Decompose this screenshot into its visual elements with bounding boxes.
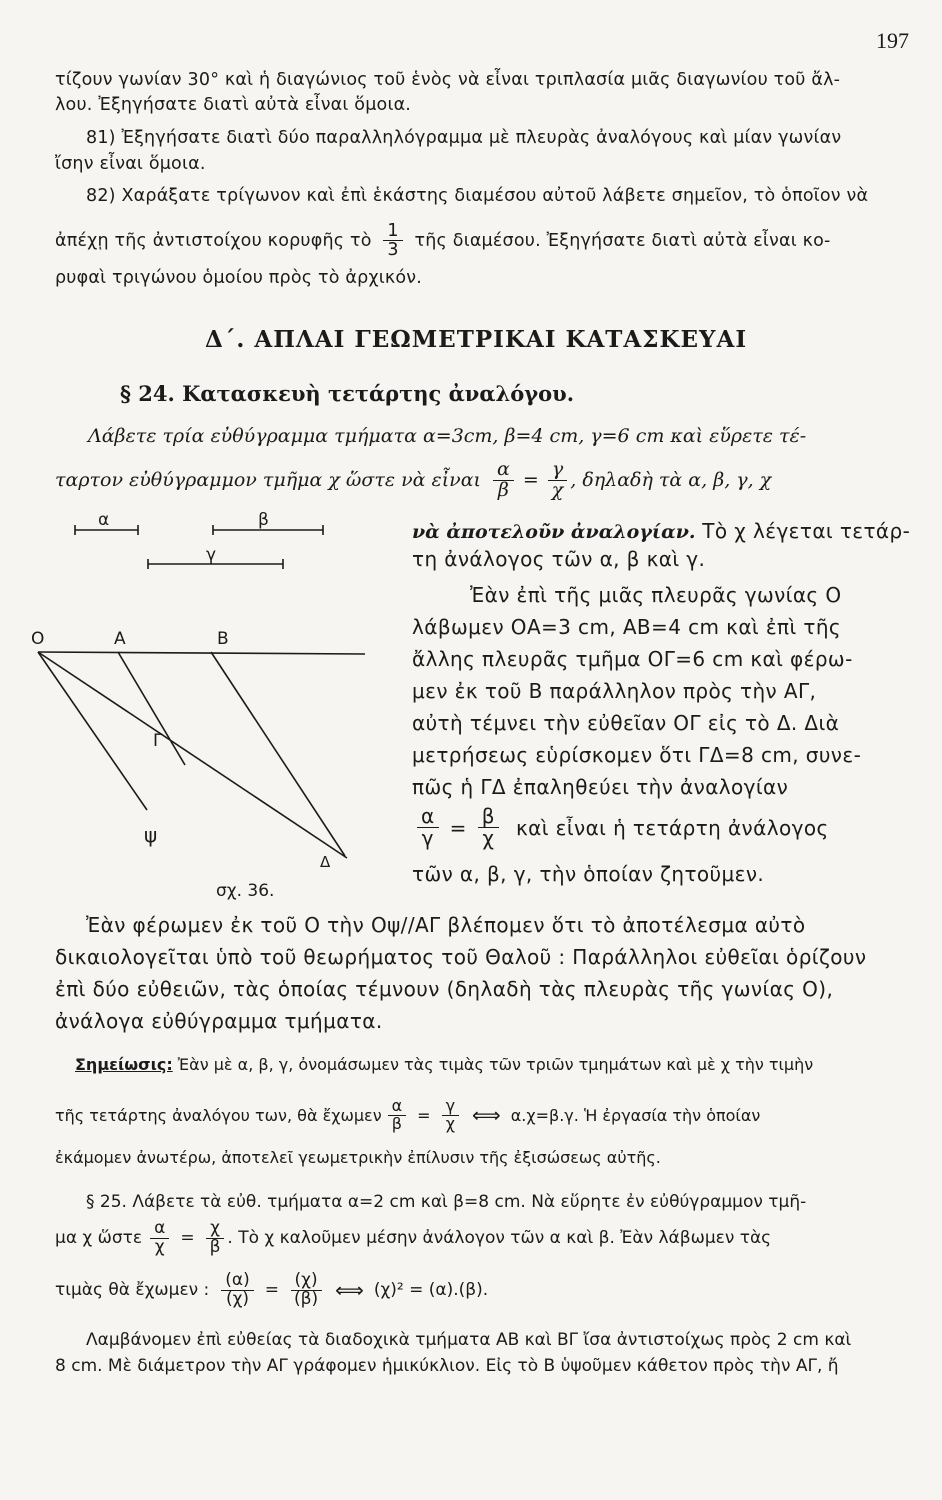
exercise-81-line: ἴσην εἶναι ὅμοια. xyxy=(55,154,206,174)
label-D: Δ xyxy=(320,853,331,871)
paragraph-25-line xyxy=(55,1220,771,1257)
note-line xyxy=(55,1098,760,1133)
paragraph-24-line: Λάβετε τρία εὐθύγραμμα τμήματα α=3cm, β=4 cm, γ=6 cm καὶ εὕρετε τέ- xyxy=(88,425,807,447)
ray-O-D xyxy=(38,652,347,858)
note-line: ἐκάμομεν ἀνωτέρω, ἀποτελεῖ γεωμετρικὴν ἐπίλυσιν τῆς ἐξισώσεως αὐτῆς. xyxy=(55,1148,661,1167)
paragraph-25-line: Λαμβάνομεν ἐπὶ εὐθείας τὰ διαδοχικὰ τμήματα ΑΒ καὶ ΒΓ ἴσα ἀντιστοίχως πρὸς 2 cm καὶ xyxy=(86,1330,852,1350)
paragraph-25-text: (χ)² = (α).(β). xyxy=(373,1280,489,1301)
equals-sign: = xyxy=(180,1228,195,1249)
paragraph-25-text: μα χ ὥστε xyxy=(55,1228,143,1249)
fraction-numerator: γ xyxy=(442,1098,459,1116)
paragraph-24-line: τῶν α, β, γ, τὴν ὁποίαν ζητοῦμεν. xyxy=(412,862,765,886)
paragraph-25-line: § 25. Λάβετε τὰ εὐθ. τμήματα α=2 cm καὶ β=8 cm. Νὰ εὕρητε ἐν εὐθύγραμμον τμῆ- xyxy=(86,1192,807,1212)
fraction-a-over-g xyxy=(417,806,439,849)
paragraph-24-line: τη ἀνάλογος τῶν α, β καὶ γ. xyxy=(412,547,706,571)
paragraph-24-line xyxy=(55,460,771,501)
label-psi: ψ xyxy=(144,823,158,847)
label-A: Α xyxy=(114,629,126,649)
paragraph-24-text: , δηλαδὴ τὰ α, β, γ, χ xyxy=(570,469,772,492)
note-label: Σημείωσις: xyxy=(75,1055,173,1074)
fraction-denominator: (β) xyxy=(294,1288,319,1309)
exercise-82-text: τῆς διαμέσου. Ἐξηγήσατε διατὶ αὐτὰ εἶναι κο- xyxy=(414,230,831,251)
paragraph-24-line: λάβωμεν ΟΑ=3 cm, ΑΒ=4 cm καὶ ἐπὶ τῆς xyxy=(412,615,842,639)
paragraph-24-line: αὐτὴ τέμνει τὴν εὐθεῖαν ΟΓ εἰς τὸ Δ. Διὰ xyxy=(412,711,840,735)
figure-caption: σχ. 36. xyxy=(216,881,275,901)
paragraph-24-line: ἐπὶ δύο εὐθειῶν, τὰς ὁποίας τέμνουν (δηλαδὴ τὰς πλευρὰς τῆς γωνίας Ο), xyxy=(55,977,834,1001)
fraction-denominator: χ xyxy=(154,1236,165,1257)
label-gamma: γ xyxy=(206,545,217,565)
paragraph-24-line: ἄλλης πλευρᾶς τμῆμα ΟΓ=6 cm καὶ φέρω- xyxy=(412,647,853,671)
label-O: Ο xyxy=(31,629,45,649)
label-B: Β xyxy=(217,629,229,649)
fraction-a-over-b xyxy=(388,1098,407,1133)
line-A-G xyxy=(118,652,185,765)
equals-sign: = xyxy=(449,815,467,840)
note-line xyxy=(75,1055,813,1074)
fraction-a-over-b xyxy=(493,460,514,501)
fraction-x-over-b xyxy=(206,1220,225,1257)
fraction-denominator: χ xyxy=(445,1113,455,1133)
paragraph-24-text: ταρτον εὐθύγραμμον τμῆμα χ ὥστε νὰ εἶναι xyxy=(55,469,481,492)
paragraph-25-line xyxy=(55,1272,488,1309)
exercise-text-line: λου. Ἐξηγήσατε διατὶ αὐτὰ εἶναι ὅμοια. xyxy=(55,95,412,115)
fraction-numerator: α xyxy=(417,806,439,828)
fraction-numerator: 1 xyxy=(383,222,402,241)
paragraph-24-line: πῶς ἡ ΓΔ ἐπαληθεύει τὴν ἀναλογίαν xyxy=(412,775,789,799)
fraction-numerator: α xyxy=(388,1098,407,1116)
paragraph-24-line: δικαιολογεῖται ὑπὸ τοῦ θεωρήματος τοῦ Θαλοῦ : Παράλληλοι εὐθεῖαι ὁρίζουν xyxy=(55,945,867,969)
paragraph-25-line: 8 cm. Μὲ διάμετρον τὴν ΑΓ γράφομεν ἡμικύκλιον. Εἰς τὸ Β ὑψοῦμεν κάθετον πρὸς τὴν ΑΓ, ἤ xyxy=(55,1356,839,1376)
fraction-a-over-x xyxy=(150,1220,169,1257)
fraction-numerator: (α) xyxy=(221,1272,253,1291)
fraction-g-over-x xyxy=(442,1098,459,1133)
paragraph-24-text: Τὸ χ λέγεται τετάρ- xyxy=(695,519,911,543)
fraction-numerator: χ xyxy=(206,1220,224,1239)
note-text: α.χ=β.γ. Ἡ ἐργασία τὴν ὁποίαν xyxy=(510,1105,761,1125)
exercise-82-line: ρυφαὶ τριγώνου ὁμοίου πρὸς τὸ ἀρχικόν. xyxy=(55,268,423,288)
ray-O-psi xyxy=(38,652,147,810)
fraction-denominator: χ xyxy=(551,478,564,501)
fraction-numerator: γ xyxy=(548,460,567,481)
page-number: 197 xyxy=(876,28,909,53)
paragraph-24-line xyxy=(414,806,829,849)
fraction-denominator: β xyxy=(209,1236,221,1257)
fraction-denominator: χ xyxy=(482,826,495,850)
paragraph-24-emphasis: νὰ ἀποτελοῦν ἀναλογίαν. xyxy=(412,521,696,543)
paragraph-24-text: καὶ εἶναι ἡ τετάρτη ἀνάλογος xyxy=(515,815,829,840)
fraction-denominator: 3 xyxy=(387,240,399,261)
line-B-D xyxy=(211,652,345,856)
equals-sign: = xyxy=(417,1105,431,1125)
label-beta: β xyxy=(258,510,269,530)
fraction-b-over-x xyxy=(478,806,499,849)
paragraph-24-line xyxy=(412,519,910,543)
paragraph-24-line: Ἐὰν ἐπὶ τῆς μιᾶς πλευρᾶς γωνίας Ο xyxy=(470,583,842,607)
fraction-denominator: β xyxy=(497,478,509,501)
fraction-numerator: α xyxy=(150,1220,169,1239)
equals-sign: = xyxy=(522,469,539,492)
fraction-pa-over-px xyxy=(221,1272,253,1309)
equivalence-arrow-icon: ⟺ xyxy=(472,1103,501,1128)
paragraph-24-title: § 24. Κατασκευὴ τετάρτης ἀναλόγου. xyxy=(120,381,575,406)
fraction-denominator: β xyxy=(391,1113,402,1133)
note-text: τῆς τετάρτης ἀναλόγου των, θὰ ἔχωμεν xyxy=(55,1105,382,1125)
equivalence-arrow-icon: ⟺ xyxy=(335,1278,364,1303)
paragraph-24-line: Ἐὰν φέρωμεν ἐκ τοῦ Ο τὴν Οψ//ΑΓ βλέπομεν ὅτι τὸ ἀποτέλεσμα αὐτὸ xyxy=(86,913,806,937)
equals-sign: = xyxy=(264,1280,280,1301)
fraction-denominator: (χ) xyxy=(225,1288,250,1309)
paragraph-24-line: ἀνάλογα εὐθύγραμμα τμήματα. xyxy=(55,1009,383,1033)
fraction-one-third xyxy=(383,222,402,260)
fraction-numerator: α xyxy=(493,460,514,481)
fraction-px-over-pb xyxy=(290,1272,322,1309)
exercise-text-line: τίζουν γωνίαν 30° καὶ ἡ διαγώνιος τοῦ ἑνὸς νὰ εἶναι τριπλασία μιᾶς διαγωνίου τοῦ ἄλ- xyxy=(55,70,841,90)
note-text: Ἐὰν μὲ α, β, γ, ὀνομάσωμεν τὰς τιμὰς τῶν τριῶν τμημάτων καὶ μὲ χ τὴν τιμὴν xyxy=(172,1055,814,1074)
exercise-81-line: 81) Ἐξηγήσατε διατὶ δύο παραλληλόγραμμα μὲ πλευρὰς ἀναλόγους καὶ μίαν γωνίαν xyxy=(86,128,842,148)
paragraph-24-line: μετρήσεως εὑρίσκομεν ὅτι ΓΔ=8 cm, συνε- xyxy=(412,743,862,767)
exercise-82-line: 82) Χαράξατε τρίγωνον καὶ ἐπὶ ἑκάστης διαμέσου αὐτοῦ λάβετε σημεῖον, τὸ ὁποῖον νὰ xyxy=(86,186,869,206)
paragraph-25-text: τιμὰς θὰ ἔχωμεν : xyxy=(55,1280,210,1301)
label-alpha: α xyxy=(98,510,110,530)
exercise-82-text: ἀπέχῃ τῆς ἀντιστοίχου κορυφῆς τὸ xyxy=(55,230,372,251)
label-G: Γ xyxy=(153,731,163,751)
fraction-g-over-x xyxy=(548,460,568,501)
fraction-numerator: β xyxy=(478,806,499,828)
paragraph-25-text: . Τὸ χ καλοῦμεν μέσην ἀνάλογον τῶν α καὶ β. Ἐὰν λάβωμεν τὰς xyxy=(227,1228,772,1249)
section-heading: Δ΄. ΑΠΛΑΙ ΓΕΩΜΕΤΡΙΚΑΙ ΚΑΤΑΣΚΕΥΑΙ xyxy=(205,326,748,353)
fraction-numerator: (χ) xyxy=(291,1272,322,1291)
exercise-82-line xyxy=(55,222,831,260)
fraction-denominator: γ xyxy=(421,826,434,850)
ray-O-x xyxy=(38,652,365,654)
paragraph-24-line: μεν ἐκ τοῦ Β παράλληλον πρὸς τὴν ΑΓ, xyxy=(412,679,817,703)
figure-36 xyxy=(0,500,410,910)
